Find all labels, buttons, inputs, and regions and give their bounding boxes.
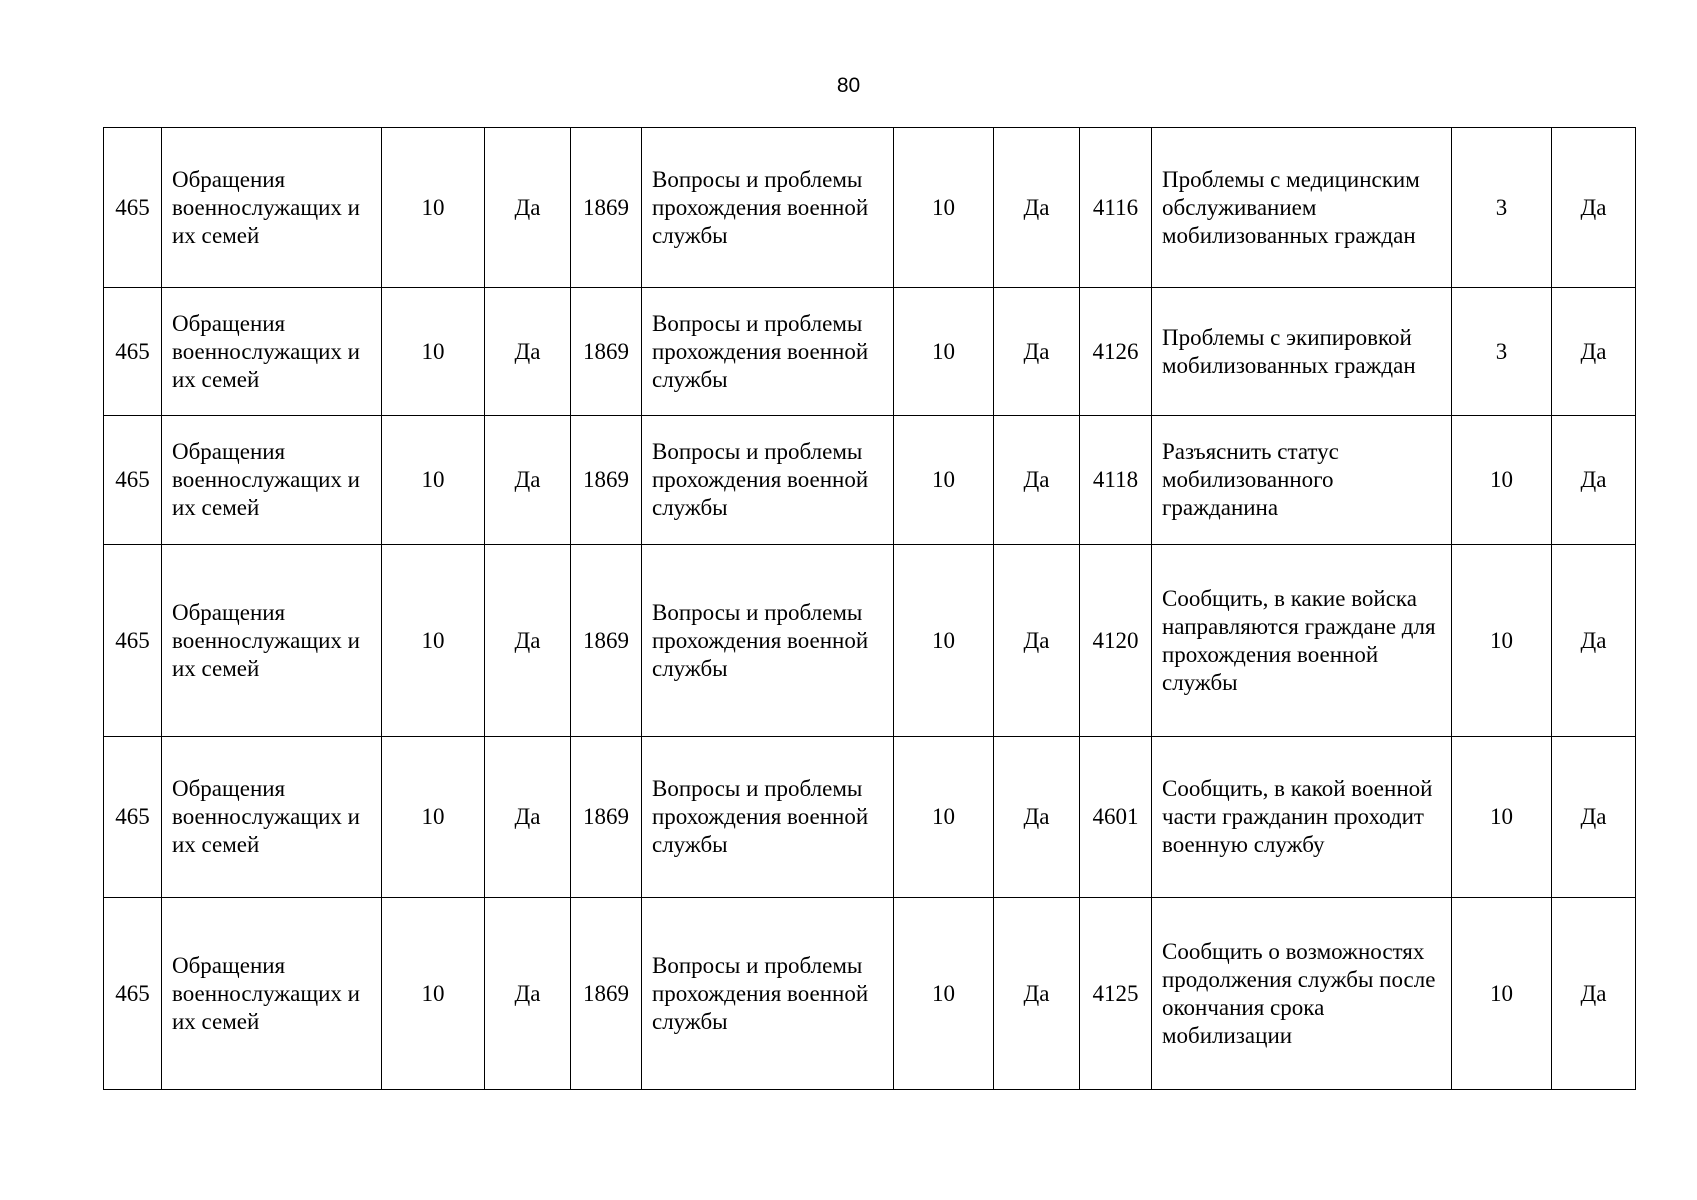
section-flag-cell: Да: [485, 416, 571, 545]
question-flag-cell: Да: [1552, 545, 1636, 737]
question-code-cell: 4601: [1080, 737, 1152, 898]
question-flag-cell: Да: [1552, 737, 1636, 898]
question-name-cell: Сообщить о возможностях продолжения службы после окончания срока мобилизации: [1152, 898, 1452, 1090]
section-name-cell: Обращения военнослужащих и их семей: [162, 128, 382, 288]
question-flag-cell: Да: [1552, 128, 1636, 288]
topic-name-cell: Вопросы и проблемы прохождения военной службы: [642, 288, 894, 416]
question-value-cell: 10: [1452, 737, 1552, 898]
topic-value-cell: 10: [894, 545, 994, 737]
topic-code-cell: 1869: [571, 128, 642, 288]
question-code-cell: 4125: [1080, 898, 1152, 1090]
question-value-cell: 3: [1452, 128, 1552, 288]
section-code-cell: 465: [104, 416, 162, 545]
classifier-table: [103, 127, 1636, 1090]
topic-code-cell: 1869: [571, 288, 642, 416]
section-name-cell: Обращения военнослужащих и их семей: [162, 898, 382, 1090]
table-row: [104, 128, 1636, 288]
question-code-cell: 4118: [1080, 416, 1152, 545]
section-flag-cell: Да: [485, 898, 571, 1090]
section-value-cell: 10: [382, 545, 485, 737]
section-flag-cell: Да: [485, 288, 571, 416]
question-flag-cell: Да: [1552, 288, 1636, 416]
question-name-cell: Разъяснить статус мобилизованного гражданина: [1152, 416, 1452, 545]
topic-name-cell: Вопросы и проблемы прохождения военной службы: [642, 545, 894, 737]
section-value-cell: 10: [382, 898, 485, 1090]
question-code-cell: 4120: [1080, 545, 1152, 737]
question-flag-cell: Да: [1552, 416, 1636, 545]
topic-flag-cell: Да: [994, 898, 1080, 1090]
topic-name-cell: Вопросы и проблемы прохождения военной службы: [642, 737, 894, 898]
section-value-cell: 10: [382, 737, 485, 898]
topic-name-cell: Вопросы и проблемы прохождения военной службы: [642, 416, 894, 545]
table-row: [104, 545, 1636, 737]
question-flag-cell: Да: [1552, 898, 1636, 1090]
question-value-cell: 3: [1452, 288, 1552, 416]
section-flag-cell: Да: [485, 737, 571, 898]
section-code-cell: 465: [104, 737, 162, 898]
question-name-cell: Проблемы с медицинским обслуживанием мобилизованных граждан: [1152, 128, 1452, 288]
section-value-cell: 10: [382, 416, 485, 545]
topic-value-cell: 10: [894, 128, 994, 288]
topic-value-cell: 10: [894, 416, 994, 545]
section-flag-cell: Да: [485, 545, 571, 737]
page-number: 80: [836, 74, 861, 97]
question-value-cell: 10: [1452, 545, 1552, 737]
question-name-cell: Проблемы с экипировкой мобилизованных граждан: [1152, 288, 1452, 416]
topic-code-cell: 1869: [571, 545, 642, 737]
section-name-cell: Обращения военнослужащих и их семей: [162, 737, 382, 898]
topic-value-cell: 10: [894, 898, 994, 1090]
question-name-cell: Сообщить, в какие войска направляются граждане для прохождения военной службы: [1152, 545, 1452, 737]
section-code-cell: 465: [104, 128, 162, 288]
section-code-cell: 465: [104, 545, 162, 737]
section-code-cell: 465: [104, 288, 162, 416]
topic-value-cell: 10: [894, 737, 994, 898]
table-row: [104, 737, 1636, 898]
topic-flag-cell: Да: [994, 288, 1080, 416]
topic-flag-cell: Да: [994, 737, 1080, 898]
section-name-cell: Обращения военнослужащих и их семей: [162, 288, 382, 416]
table-row: [104, 288, 1636, 416]
question-code-cell: 4116: [1080, 128, 1152, 288]
question-value-cell: 10: [1452, 416, 1552, 545]
topic-code-cell: 1869: [571, 898, 642, 1090]
topic-flag-cell: Да: [994, 416, 1080, 545]
topic-code-cell: 1869: [571, 737, 642, 898]
topic-value-cell: 10: [894, 288, 994, 416]
topic-flag-cell: Да: [994, 128, 1080, 288]
section-flag-cell: Да: [485, 128, 571, 288]
question-value-cell: 10: [1452, 898, 1552, 1090]
topic-name-cell: Вопросы и проблемы прохождения военной службы: [642, 128, 894, 288]
topic-flag-cell: Да: [994, 545, 1080, 737]
table-row: [104, 898, 1636, 1090]
topic-name-cell: Вопросы и проблемы прохождения военной службы: [642, 898, 894, 1090]
question-name-cell: Сообщить, в какой военной части гражданин проходит военную службу: [1152, 737, 1452, 898]
section-value-cell: 10: [382, 128, 485, 288]
question-code-cell: 4126: [1080, 288, 1152, 416]
section-code-cell: 465: [104, 898, 162, 1090]
section-name-cell: Обращения военнослужащих и их семей: [162, 416, 382, 545]
section-value-cell: 10: [382, 288, 485, 416]
topic-code-cell: 1869: [571, 416, 642, 545]
table-row: [104, 416, 1636, 545]
section-name-cell: Обращения военнослужащих и их семей: [162, 545, 382, 737]
